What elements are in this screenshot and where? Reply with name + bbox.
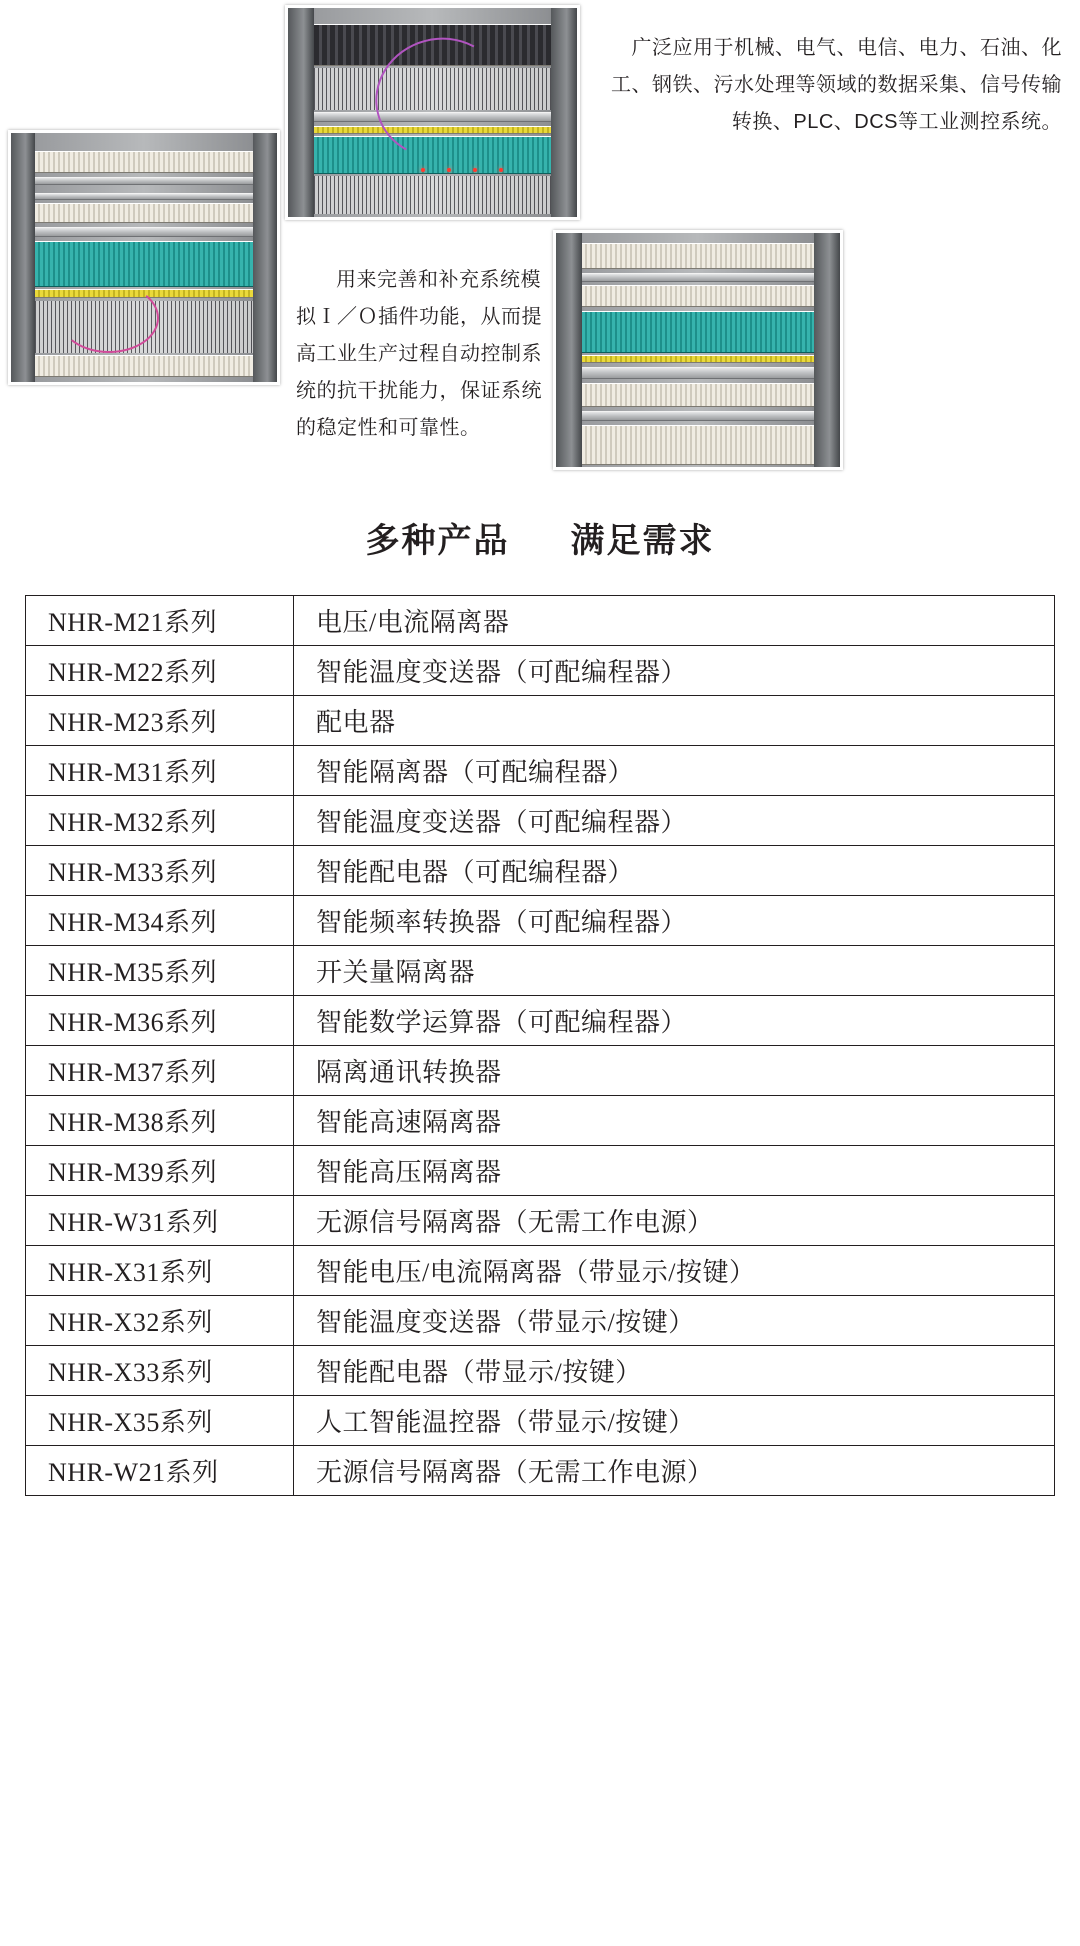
photo-collage: [0, 0, 1080, 500]
product-description: 隔离通讯转换器: [294, 1046, 1055, 1096]
product-model: NHR-M36系列: [26, 996, 294, 1046]
table-row: [26, 846, 1055, 896]
product-description: 电压/电流隔离器: [294, 596, 1055, 646]
cabinet-right-frame: [551, 8, 577, 217]
status-led: [473, 168, 477, 172]
control-cabinet-top-photo: [285, 5, 580, 220]
din-rail: [35, 227, 253, 237]
cabinet-left-frame: [11, 133, 35, 382]
din-rail: [35, 193, 253, 200]
table-row: [26, 796, 1055, 846]
terminal-strip: [582, 383, 815, 407]
table-row: [26, 946, 1055, 996]
section-title-left: 多种产品: [365, 522, 510, 560]
section-title-right: 满足需求: [570, 522, 715, 560]
product-model: NHR-M31系列: [26, 746, 294, 796]
wiring-bundle: [314, 176, 551, 214]
table-row: [26, 1446, 1055, 1496]
table-row: [26, 996, 1055, 1046]
product-description: 智能隔离器（可配编程器）: [294, 746, 1055, 796]
section-title: [0, 513, 1080, 562]
product-model: NHR-X35系列: [26, 1396, 294, 1446]
product-description: 智能温度变送器（可配编程器）: [294, 796, 1055, 846]
table-row: [26, 1096, 1055, 1146]
isolator-module-row: [35, 241, 253, 287]
terminal-strip: [582, 425, 815, 465]
product-model: NHR-X33系列: [26, 1346, 294, 1396]
application-paragraph: 广泛应用于机械、电气、电信、电力、石油、化工、钢铁、污水处理等领域的数据采集、信号传输转换、PLC、DCS等工业测控系统。: [611, 37, 1062, 133]
table-row: [26, 1346, 1055, 1396]
cabinet-left-frame: [288, 8, 314, 217]
din-rail: [582, 411, 815, 421]
product-model: NHR-M37系列: [26, 1046, 294, 1096]
table-row: [26, 896, 1055, 946]
product-description: 智能高压隔离器: [294, 1146, 1055, 1196]
product-model: NHR-M32系列: [26, 796, 294, 846]
wire-curve: [59, 283, 159, 353]
product-description: 智能高速隔离器: [294, 1096, 1055, 1146]
table-row: [26, 1296, 1055, 1346]
product-description: 开关量隔离器: [294, 946, 1055, 996]
terminal-strip: [582, 243, 815, 269]
product-description: 无源信号隔离器（无需工作电源）: [294, 1196, 1055, 1246]
table-row: [26, 696, 1055, 746]
yellow-marker-strip: [582, 355, 815, 363]
product-description: 智能配电器（带显示/按键）: [294, 1346, 1055, 1396]
product-model: NHR-X31系列: [26, 1246, 294, 1296]
product-description: 智能配电器（可配编程器）: [294, 846, 1055, 896]
table-row: [26, 646, 1055, 696]
cabinet-right-frame: [253, 133, 277, 382]
product-model: NHR-X32系列: [26, 1296, 294, 1346]
din-rail: [582, 273, 815, 282]
terminal-strip: [582, 285, 815, 307]
table-row: [26, 596, 1055, 646]
cabinet-right-frame: [814, 233, 840, 467]
product-description: 配电器: [294, 696, 1055, 746]
status-led: [447, 168, 451, 172]
product-model: NHR-W21系列: [26, 1446, 294, 1496]
function-paragraph: 用来完善和补充系统模拟Ｉ／Ｏ插件功能，从而提高工业生产过程自动控制系统的抗干扰能力，保证系统的稳定性和可靠性。: [296, 269, 542, 439]
table-row: [26, 1046, 1055, 1096]
product-table-body: [26, 596, 1055, 1496]
table-row: [26, 1196, 1055, 1246]
table-row: [26, 746, 1055, 796]
product-model: NHR-M22系列: [26, 646, 294, 696]
product-model: NHR-M21系列: [26, 596, 294, 646]
product-description: 人工智能温控器（带显示/按键）: [294, 1396, 1055, 1446]
table-row: [26, 1246, 1055, 1296]
status-led: [499, 168, 503, 172]
terminal-strip: [35, 151, 253, 173]
isolator-module-row: [582, 311, 815, 353]
control-cabinet-right-photo: [553, 230, 843, 470]
product-list-table: [25, 595, 1055, 1496]
product-model: NHR-M35系列: [26, 946, 294, 996]
product-description: 智能数学运算器（可配编程器）: [294, 996, 1055, 1046]
product-description: 无源信号隔离器（无需工作电源）: [294, 1446, 1055, 1496]
table-row: [26, 1396, 1055, 1446]
product-model: NHR-M23系列: [26, 696, 294, 746]
product-model: NHR-W31系列: [26, 1196, 294, 1246]
product-model: NHR-M38系列: [26, 1096, 294, 1146]
product-description: 智能电压/电流隔离器（带显示/按键）: [294, 1246, 1055, 1296]
product-model: NHR-M39系列: [26, 1146, 294, 1196]
status-led: [421, 168, 425, 172]
cabinet-left-frame: [556, 233, 582, 467]
product-model: NHR-M33系列: [26, 846, 294, 896]
product-description: 智能温度变送器（带显示/按键）: [294, 1296, 1055, 1346]
terminal-strip: [35, 355, 253, 377]
din-rail: [35, 177, 253, 185]
product-description: 智能温度变送器（可配编程器）: [294, 646, 1055, 696]
product-description: 智能频率转换器（可配编程器）: [294, 896, 1055, 946]
din-rail: [582, 367, 815, 379]
terminal-strip: [35, 203, 253, 223]
table-row: [26, 1146, 1055, 1196]
control-cabinet-left-photo: [8, 130, 280, 385]
product-model: NHR-M34系列: [26, 896, 294, 946]
